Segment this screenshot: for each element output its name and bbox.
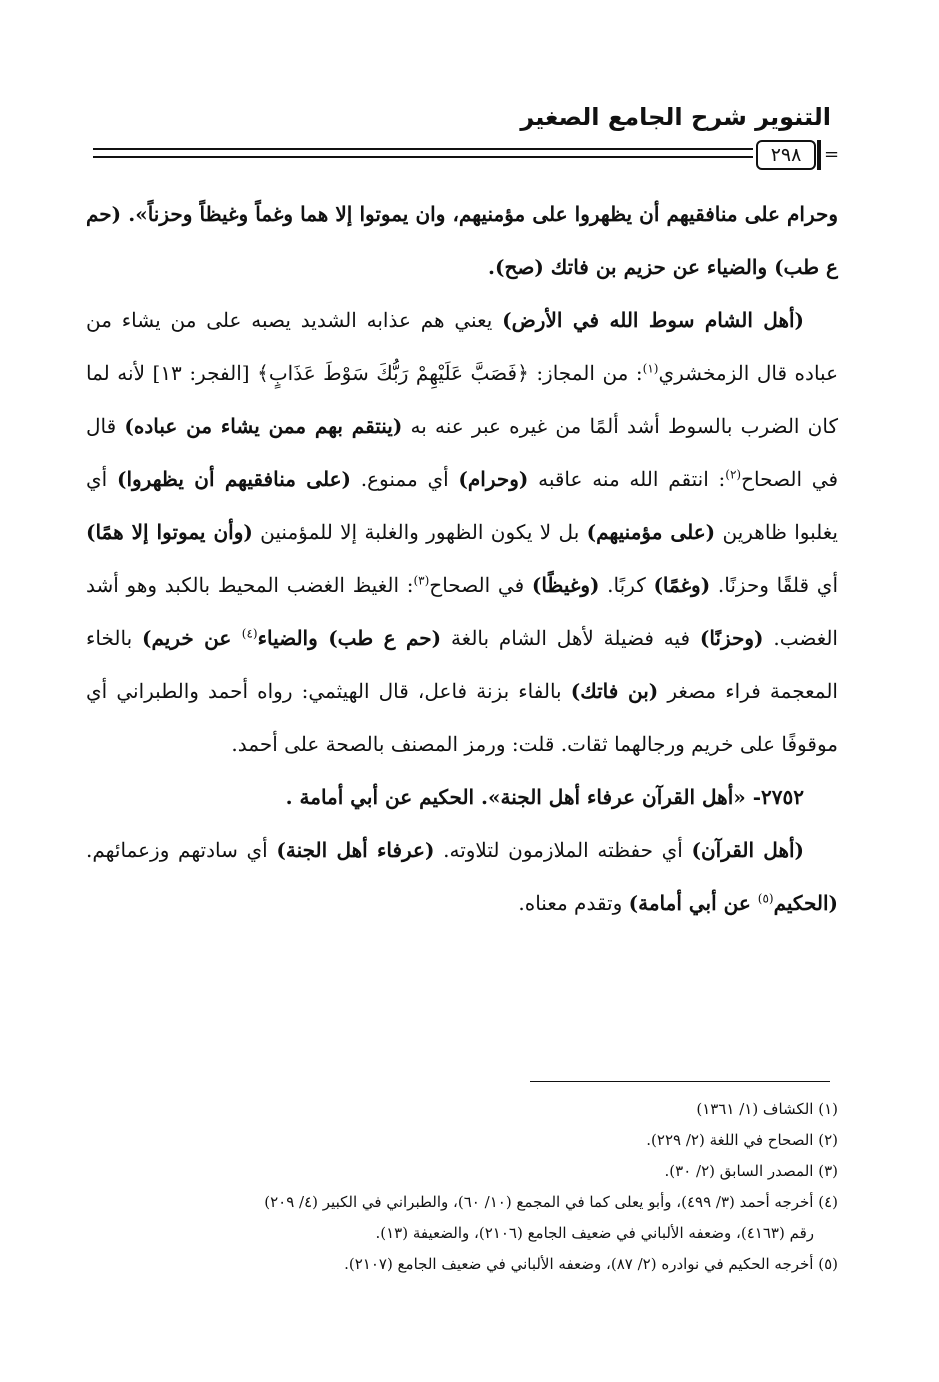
text-span: (على منافقيهم أن يظهروا) [116, 467, 351, 491]
text-span: (ينتقم بهم ممن يشاء من عباده) [124, 414, 403, 438]
footnote-4-continued: رقم (٤١٦٣)، وضعفه الألباني في ضعيف الجامع (٢١٠٦)، والضعيفة (١٣). [375, 1224, 814, 1242]
text-span: : الغيظ الغضب المحيط بالكبد وهو أشد الغضب. [86, 573, 838, 650]
footnote-5: (٥) أخرجه الحكيم في نوادره (٢/ ٨٧)، وضعفه الألباني في ضعيف الجامع (٢١٠٧). [344, 1255, 838, 1273]
text-span: (حم ع طب) والضياء [257, 626, 442, 650]
footnote-3: (٣) المصدر السابق (٢/ ٣٠). [664, 1162, 838, 1180]
text-span: بل لا يكون الظهور والغلبة إلا للمؤمنين [252, 520, 587, 544]
text-span: أي قلقًا وحزنًا. [710, 573, 838, 597]
header-dash: = [824, 144, 840, 165]
text-span: (وغيظًا) [531, 573, 600, 597]
footnote-2: (٢) الصحاح في اللغة (٢/ ٢٢٩). [646, 1131, 838, 1149]
footnote-1: (١) الكشاف (١/ ١٣٦١) [696, 1100, 838, 1118]
footnote-separator [530, 1081, 830, 1082]
text-span: قال في الصحاح [86, 414, 839, 491]
text-span: : من المجاز: ﴿فَصَبَّ عَلَيْهِمْ رَبُّكَ سَوْطَ عَذَابٍ﴾ [الفجر: ١٣] لأنه لما كان الضرب بالسوط أشد ألمًا من غيره عبر عنه به [86, 361, 838, 438]
commentary-paragraph-2 [86, 824, 838, 930]
text-span: بالخاء المعجمة فراء مصغر [86, 626, 838, 703]
hadith-continuation [86, 188, 838, 294]
footnote-marker-1: (١) [642, 361, 659, 376]
text-span: (وحرام) [458, 467, 529, 491]
text-span: (أهل الشام سوط الله في الأرض) [502, 308, 805, 332]
running-title: التنوير شرح الجامع الصغير [520, 103, 831, 131]
text-span: (وحزنًا) [699, 626, 764, 650]
hadith-text: ٢٧٥٢- «أهل القرآن عرفاء أهل الجنة». الحكيم عن أبي أمامة . [285, 785, 804, 809]
main-text [86, 188, 838, 930]
footnote-4: (٤) أخرجه أحمد (٣/ ٤٩٩)، وأبو يعلى كما في المجمع (١٠/ ٦٠)، والطبراني في الكبير (٤/ ٢٠٩) [264, 1193, 838, 1211]
text-span: أي سادتهم وزعمائهم. [86, 838, 277, 862]
hadith-entry-2752 [86, 771, 838, 824]
text-span: (عرفاء أهل الجنة) [276, 838, 435, 862]
text-span: (بن فاتك) [570, 679, 659, 703]
text-span: أي حفظته الملازمون لتلاوته. [434, 838, 692, 862]
page-number: ٢٩٨ [756, 140, 816, 170]
header-rule-bottom [93, 156, 753, 158]
page-number-ornament [817, 140, 821, 170]
text-span: أي ممنوع. [351, 467, 459, 491]
text-span: في الصحاح [429, 573, 532, 597]
footnotes [86, 1094, 838, 1280]
commentary-paragraph-1 [86, 294, 838, 771]
text-span: (أهل القرآن) [691, 838, 805, 862]
text-span: أي يغلبوا ظاهرين [86, 467, 838, 544]
footnote-marker-4: (٤) [241, 626, 258, 641]
text-span: (وأن يموتوا إلا همًا) [86, 520, 253, 544]
text-span: فيه فضيلة لأهل الشام بالغة [441, 626, 700, 650]
footnote-marker-5: (٥) [757, 891, 774, 906]
text-span: (وغمًا) [653, 573, 711, 597]
footnote-marker-2: (٢) [725, 467, 742, 482]
header-rule-top [93, 148, 753, 150]
text-span: (الحكيم [773, 891, 838, 915]
text-span: كربًا. [599, 573, 654, 597]
text-span: (على مؤمنيهم) [586, 520, 716, 544]
footnote-marker-3: (٣) [413, 573, 430, 588]
text-span: عن أبي أمامة) [628, 891, 758, 915]
text-span: عن خريم) [141, 626, 242, 650]
text-span: وتقدم معناه. [518, 891, 629, 915]
text-span: بالفاء بزنة فاعل، قال الهيثمي: رواه أحمد والطبراني أي موقوفًا على خريم ورجالهما ثقات. قلت: ورمز المصنف بالصحة على أحمد. [86, 679, 838, 756]
hadith-text: وحرام على منافقيهم أن يظهروا على مؤمنيهم، وان يموتوا إلا هما وغماً وغيظاً وحزناً». (حم ع طب) والضياء عن حزيم بن فاتك (صح). [86, 202, 838, 279]
text-span: يعني هم عذابه الشديد يصبه على من يشاء من عباده قال الزمخشري [86, 308, 839, 385]
text-span: : انتقم الله منه عاقبه [528, 467, 726, 491]
